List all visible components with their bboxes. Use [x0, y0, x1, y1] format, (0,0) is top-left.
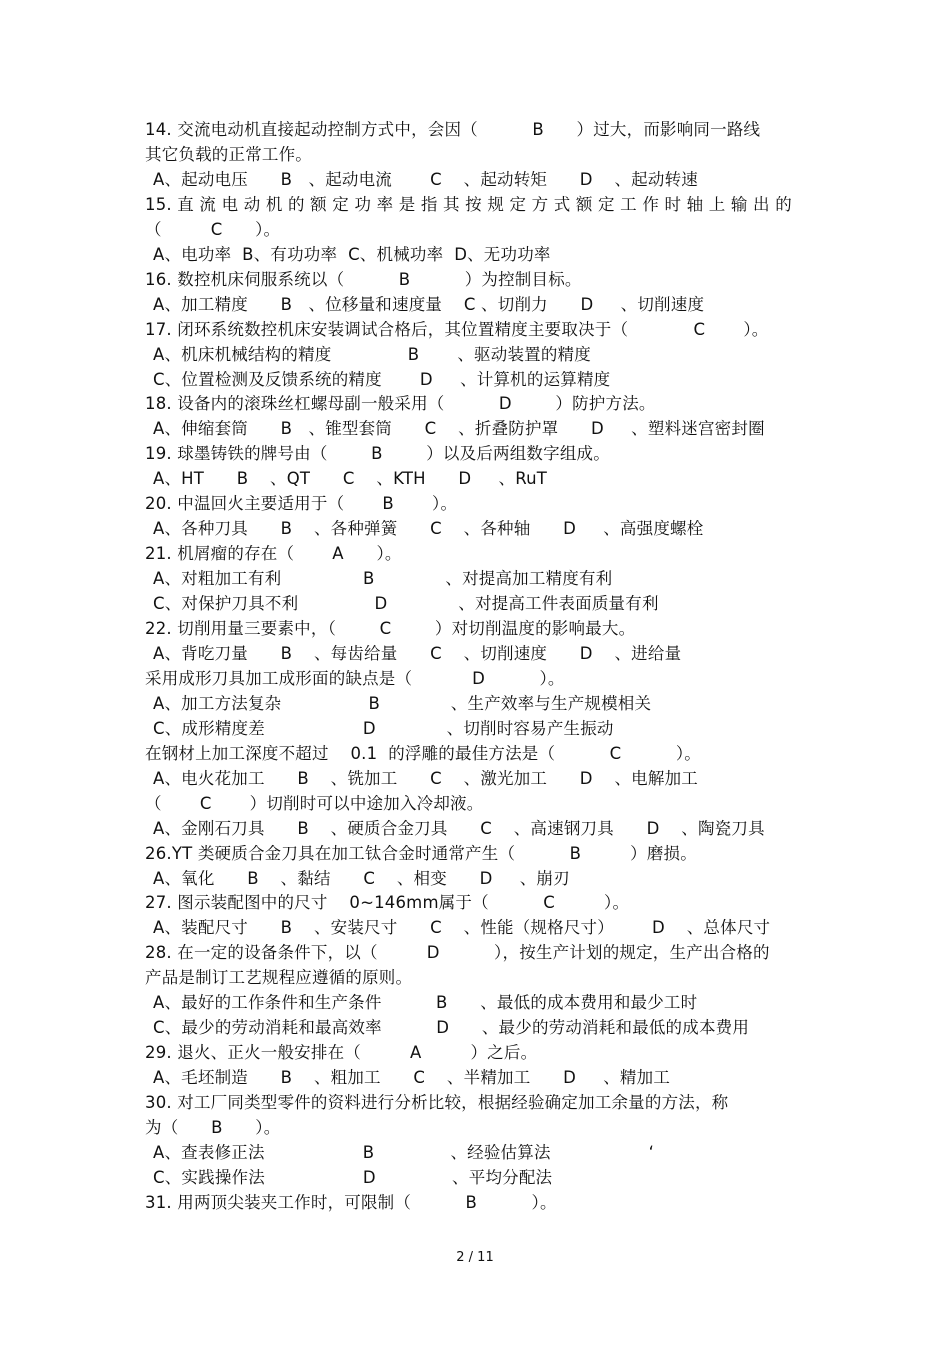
text-line: A、HT B 、QT C 、KTH D 、RuT	[153, 469, 548, 489]
text-line: A、氧化 B 、黏结 C 、相变 D 、崩刃	[153, 868, 570, 888]
text-line: A、电火花加工 B 、铣加工 C 、激光加工 D 、电解加工	[153, 768, 698, 788]
text-line: A、毛坯制造 B 、粗加工 C 、半精加工 D 、精加工	[153, 1068, 671, 1088]
text-line: A、对粗加工有利 B 、对提高加工精度有利	[153, 569, 613, 589]
text-line: A、装配尺寸 B 、安装尺寸 C 、性能（规格尺寸） D 、总体尺寸	[153, 918, 771, 938]
text-line: 26.YT 类硬质合金刀具在加工钛合金时通常产生（ B ）磨损。	[145, 843, 697, 863]
text-line: 22. 切削用量三要素中，（ C ）对切削温度的影响最大。	[145, 619, 636, 638]
page-number: 2 / 11	[456, 1250, 494, 1265]
text-line: A、电功率 B、有功功率 C、机械功率 D、无功功率	[153, 244, 551, 264]
text-line: 为（ B ）。	[145, 1118, 281, 1137]
text-line: A、最好的工作条件和生产条件 B 、最低的成本费用和最少工时	[153, 993, 698, 1013]
text-line: 15. 直 流 电 动 机 的 额 定 功 率 是 指 其 按 规 定 方 式 额 定 工 作 时 轴 上 输 出 的	[145, 194, 792, 214]
text-line: 28. 在一定的设备条件下，以（ D ），按生产计划的规定，生产出合格的	[145, 943, 770, 963]
text-line: A、背吃刀量 B 、每齿给量 C 、切削速度 D 、进给量	[153, 643, 682, 663]
text-line: A、加工方法复杂 B 、生产效率与生产规模相关	[153, 693, 652, 713]
text-line: 16. 数控机床伺服系统以（ B ）为控制目标。	[145, 269, 582, 289]
text-line: 27. 图示装配图中的尺寸 0~146mm属于（ C ）。	[145, 893, 630, 913]
text-line: A、起动电压 B 、起动电流 C 、起动转矩 D 、起动转速	[153, 169, 698, 189]
text-line: A、伸缩套筒 B 、锥型套筒 C 、折叠防护罩 D 、塑料迷宫密封圈	[153, 419, 765, 439]
text-line: （ C ）切削时可以中途加入冷却液。	[145, 793, 484, 813]
text-line: C、最少的劳动消耗和最高效率 D 、最少的劳动消耗和最低的成本费用	[153, 1018, 750, 1038]
text-line: C、成形精度差 D 、切削时容易产生振动	[153, 718, 614, 738]
text-line: A、查表修正法 B 、经验估算法 ‘	[153, 1142, 655, 1162]
text-line: 21. 机屑瘤的存在（ A ）。	[145, 544, 402, 564]
text-line: 采用成形刀具加工成形面的缺点是（ D ）。	[145, 668, 565, 688]
text-line: 29. 退火、正火一般安排在（ A ）之后。	[145, 1043, 538, 1063]
text-line: 在钢材上加工深度不超过 0.1 的浮雕的最佳方法是（ C ）。	[145, 743, 701, 763]
text-line: A、加工精度 B 、位移量和速度量 C 、切削力 D 、切削速度	[153, 294, 705, 314]
text-line: 产品是制订工艺规程应遵循的原则。	[145, 968, 413, 988]
text-line: （ C ）。	[145, 219, 281, 239]
text-line: C、实践操作法 D 、平均分配法	[153, 1167, 553, 1187]
text-line: 17. 闭环系统数控机床安装调试合格后，其位置精度主要取决于（ C ）。	[145, 319, 769, 339]
text-line: C、对保护刀具不利 D 、对提高工件表面质量有利	[153, 594, 659, 614]
text-line: 其它负载的正常工作。	[145, 144, 312, 164]
text-line: 30. 对工厂同类型零件的资料进行分析比较，根据经验确定加工余量的方法，称	[145, 1093, 729, 1113]
text-line: A、机床机械结构的精度 B 、驱动装置的精度	[153, 344, 591, 364]
text-line: 14. 交流电动机直接起动控制方式中，会因（ B ）过大，而影响同一路线	[145, 120, 761, 139]
text-line: A、金刚石刀具 B 、硬质合金刀具 C 、高速钢刀具 D 、陶瓷刀具	[153, 818, 765, 838]
text-line: 31. 用两顶尖装夹工作时，可限制（ B ）。	[145, 1192, 557, 1212]
text-line: 18. 设备内的滚珠丝杠螺母副一般采用（ D ）防护方法。	[145, 394, 656, 414]
text-line: 20. 中温回火主要适用于（ B ）。	[145, 494, 458, 514]
text-line: C、位置检测及反馈系统的精度 D 、计算机的运算精度	[153, 369, 611, 389]
text-line: A、各种刀具 B 、各种弹簧 C 、各种轴 D 、高强度螺栓	[153, 519, 704, 539]
text-line: 19. 球墨铸铁的牌号由（ B ）以及后两组数字组成。	[145, 444, 610, 464]
